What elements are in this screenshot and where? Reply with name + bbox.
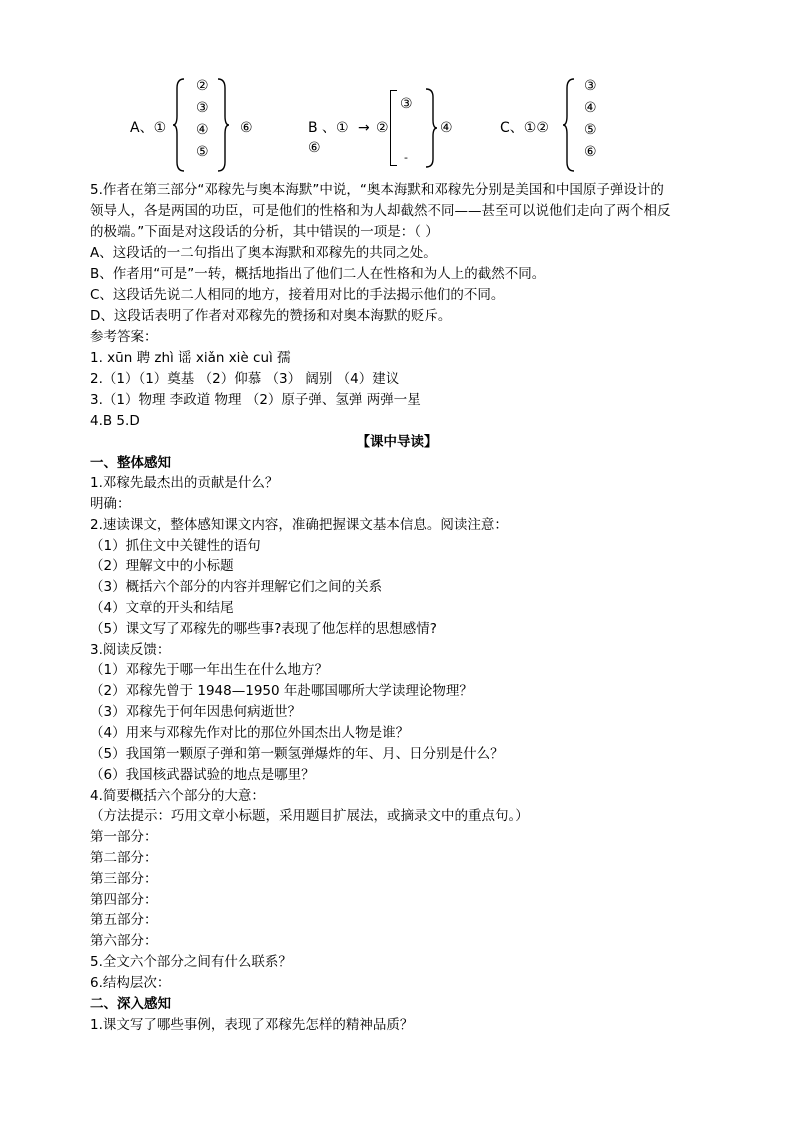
right-brace-icon bbox=[424, 88, 438, 168]
option-a-result: ⑥ bbox=[240, 120, 253, 136]
section-title: 【课中导读】 bbox=[356, 434, 438, 450]
part-label: 第一部分： bbox=[90, 829, 158, 845]
part-label: 第五部分： bbox=[90, 912, 158, 928]
question-5-line: 5.作者在第三部分“邓稼先与奥本海默”中说，“奥本海默和邓稼先分别是美国和中国原子弹设计的 bbox=[90, 182, 664, 198]
list-item: （6）我国核武器试验的地点是哪里？ bbox=[90, 767, 315, 783]
left-brace-icon bbox=[562, 78, 576, 172]
question-line: 5.全文六个部分之间有什么联系？ bbox=[90, 954, 292, 970]
option-b-label: B 、① bbox=[308, 120, 349, 136]
question-line: 1.课文写了哪些事例，表现了邓稼先怎样的精神品质？ bbox=[90, 1017, 414, 1033]
option-b-item: ③ bbox=[400, 96, 413, 112]
part-label: 第四部分： bbox=[90, 892, 158, 908]
option-a-text: A、这段话的一二句指出了奥本海默和邓稼先的共同之处。 bbox=[90, 245, 437, 261]
list-item: （4）文章的开头和结尾 bbox=[90, 600, 234, 616]
right-brace-icon bbox=[216, 78, 230, 172]
hint-line: （方法提示：巧用文章小标题，采用题目扩展法，或摘录文中的重点句。） bbox=[90, 808, 529, 824]
answers-heading: 参考答案： bbox=[90, 329, 158, 345]
list-item: （5）课文写了邓稼先的哪些事?表现了他怎样的思想感情? bbox=[90, 621, 437, 637]
question-line: 1.邓稼先最杰出的贡献是什么？ bbox=[90, 475, 279, 491]
list-item: （4）用来与邓稼先作对比的那位外国杰出人物是谁？ bbox=[90, 725, 410, 741]
question-5-line: 的极端。”下面是对这段话的分析，其中错误的一项是：（ ） bbox=[90, 224, 439, 240]
question-line: 6.结构层次： bbox=[90, 975, 171, 991]
option-a-item: ④ bbox=[196, 122, 209, 138]
part-heading: 二、深入感知 bbox=[90, 996, 171, 1012]
part-label: 第二部分： bbox=[90, 850, 158, 866]
option-c-item: ⑥ bbox=[584, 144, 597, 160]
option-c-text: C、这段话先说二人相同的地方，接着用对比的手法揭示他们的不同。 bbox=[90, 287, 505, 303]
question-line: 4.简要概括六个部分的大意： bbox=[90, 788, 265, 804]
option-c-item: ⑤ bbox=[584, 122, 597, 138]
option-a-item: ② bbox=[196, 78, 209, 94]
structure-options-diagram bbox=[0, 72, 794, 177]
list-item: （2）理解文中的小标题 bbox=[90, 558, 234, 574]
list-item: （1）抓住文中关键性的语句 bbox=[90, 538, 261, 554]
option-a-label: A、① bbox=[130, 120, 167, 136]
list-item: （1）邓稼先于哪一年出生在什么地方？ bbox=[90, 662, 329, 678]
option-a-item: ③ bbox=[196, 100, 209, 116]
list-item: （3）概括六个部分的内容并理解它们之间的关系 bbox=[90, 579, 383, 595]
option-b-result: ④ bbox=[440, 120, 453, 136]
arrow-icon: → bbox=[358, 120, 370, 136]
list-item: （5）我国第一颗原子弹和第一颗氢弹爆炸的年、月、日分别是什么？ bbox=[90, 746, 504, 762]
part-heading: 一、整体感知 bbox=[90, 455, 171, 471]
part-label: 第六部分： bbox=[90, 933, 158, 949]
option-b-mid: ② bbox=[376, 120, 389, 136]
answer-line: 3.（1）物理 李政道 物理 （2）原子弹、氢弹 两弹一星 bbox=[90, 392, 421, 408]
answer-line: 2.（1）（1）奠基 （2）仰慕 （3） 阔别 （4）建议 bbox=[90, 371, 400, 387]
question-5-line: 领导人，各是两国的功臣，可是他们的性格和为人却截然不同——甚至可以说他们走向了两个相反 bbox=[90, 203, 671, 219]
option-c-item: ③ bbox=[584, 78, 597, 94]
left-bracket bbox=[390, 90, 397, 166]
option-b-text: B、作者用“可是”一转，概括地指出了他们二人在性格和为人上的截然不同。 bbox=[90, 266, 546, 282]
question-line: 3.阅读反馈： bbox=[90, 642, 171, 658]
answer-prompt: 明确： bbox=[90, 496, 131, 512]
part-label: 第三部分： bbox=[90, 871, 158, 887]
option-c-label: C、①② bbox=[500, 120, 549, 136]
option-d-text: D、这段话表明了作者对邓稼先的赞扬和对奥本海默的贬斥。 bbox=[90, 308, 452, 324]
answer-line: 4.B 5.D bbox=[90, 413, 140, 429]
list-item: （3）邓稼先于何年因患何病逝世？ bbox=[90, 704, 302, 720]
option-b-below: ⑥ bbox=[308, 140, 321, 156]
option-a-item: ⑤ bbox=[196, 144, 209, 160]
option-c-item: ④ bbox=[584, 100, 597, 116]
option-b-item: - bbox=[404, 151, 408, 164]
answer-line: 1. xūn 聘 zhì 谣 xiǎn xiè cuì 孺 bbox=[90, 350, 291, 366]
left-brace-icon bbox=[172, 78, 186, 172]
question-line: 2.速读课文，整体感知课文内容，准确把握课文基本信息。阅读注意： bbox=[90, 517, 508, 533]
list-item: （2）邓稼先曾于 1948—1950 年赴哪国哪所大学读理论物理？ bbox=[90, 683, 473, 699]
